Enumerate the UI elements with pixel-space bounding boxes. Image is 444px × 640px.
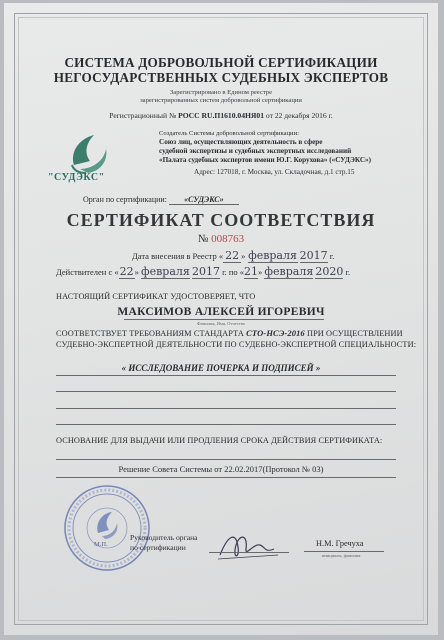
year-suffix: г. (345, 267, 351, 277)
signer-caption: инициалы, фамилия (322, 553, 361, 558)
basis-line-2 (56, 477, 396, 478)
signature-line (209, 552, 289, 553)
creator-line-2: судебной экспертизы и судебных экспертных исследований (159, 147, 352, 155)
quote-close: » (241, 251, 246, 261)
decision-text: Решение Совета Системы от 22.02.2017(Протокол № 03) (118, 464, 324, 474)
head-label-2: по сертификации (130, 543, 186, 552)
creator-label: Создатель Системы добровольной сертификации: (159, 130, 299, 137)
signer-line (304, 551, 384, 552)
quote-close: » (134, 267, 139, 277)
stamp-icon (62, 483, 152, 573)
number-prefix: № (197, 233, 209, 245)
valid-from-label: Действителен с « (56, 267, 119, 277)
signature-icon (214, 525, 284, 565)
certificate-title: СЕРТИФИКАТ СООТВЕТСТВИЯ (66, 210, 376, 230)
header-line-1: СИСТЕМА ДОБРОВОЛЬНОЙ СЕРТИФИКАЦИИ (64, 55, 378, 70)
specialty-line-2 (56, 391, 396, 392)
to-year: 2020 (315, 265, 344, 278)
valid-month: февраля (140, 265, 190, 278)
registered-line-2: зарегистрированных систем добровольной сертификации (140, 97, 302, 104)
registered-line-1: Зарегистрировано в Едином реестре (169, 89, 273, 96)
reg-date: от 22 декабря 2016 г. (265, 111, 333, 120)
organ-value: «СУДЭКС» (169, 195, 239, 205)
conforms-text-2: ПРИ ОСУЩЕСТВЛЕНИИ (306, 329, 403, 338)
organ-label: Орган по сертификации: (83, 195, 167, 204)
official-stamp (62, 483, 152, 573)
registry-date-line (132, 249, 334, 263)
certificate-page (4, 3, 438, 635)
creator-line-1: Союз лиц, осуществляющих деятельность в сфере (159, 138, 323, 146)
specialty-line-3 (56, 408, 396, 409)
name-caption: Фамилия, Имя, Отчество (196, 321, 246, 326)
name-underline (124, 319, 324, 320)
to-month: февраля (264, 265, 314, 278)
quote-close: » (258, 267, 263, 277)
stamp-mp: М.П. (94, 541, 108, 548)
specialty: « ИССЛЕДОВАНИЕ ПОЧЕРКА И ПОДПИСЕЙ » (121, 363, 321, 373)
basis-line-1 (56, 459, 396, 460)
reg-number-label: Регистрационный № (109, 111, 177, 120)
head-label-1: Руководитель органа (130, 533, 198, 542)
valid-day: 22 (119, 265, 134, 278)
creator-address: Адрес: 127018, г. Москва, ул. Складочная, д.1 стр.15 (194, 168, 355, 176)
number-value: 008763 (211, 233, 245, 245)
signer-name: Н.М. Гречуха (316, 539, 364, 548)
specialty-line-1 (56, 375, 396, 376)
header-line-2: НЕГОСУДАРСТВЕННЫХ СУДЕБНЫХ ЭКСПЕРТОВ (53, 70, 389, 85)
conforms-line-1 (56, 328, 403, 338)
conforms-line-2: СУДЕБНО-ЭКСПЕРТНОЙ ДЕЯТЕЛЬНОСТИ ПО СУДЕБНО-ЭКСПЕРТНОЙ СПЕЦИАЛЬНОСТИ: (56, 340, 417, 349)
reg-number: РОСС RU.П1610.04НЯ01 (178, 111, 264, 120)
year-suffix: г. (222, 267, 227, 277)
to-day: 21 (244, 265, 259, 278)
valid-year: 2017 (191, 265, 220, 278)
registration-line (4, 111, 438, 120)
validity-line (56, 265, 350, 279)
year-suffix: г. (329, 251, 335, 261)
certificate-number (4, 233, 438, 245)
registry-label: Дата внесения в Реестр « (132, 251, 224, 261)
certifies-text: НАСТОЯЩИЙ СЕРТИФИКАТ УДОСТОВЕРЯЕТ, ЧТО (56, 292, 256, 301)
basis-text: ОСНОВАНИЕ ДЛЯ ВЫДАЧИ ИЛИ ПРОДЛЕНИЯ СРОКА ДЕЙСТВИЯ СЕРТИФИКАТА: (56, 436, 383, 445)
logo-text: "СУДЭКС" (48, 172, 105, 183)
person-name: МАКСИМОВ АЛЕКСЕЙ ИГОРЕВИЧ (117, 306, 325, 318)
registry-day: 22 (225, 249, 240, 262)
creator-line-3: «Палата судебных экспертов имени Ю.Г. Корухова» («СУДЭКС») (159, 156, 372, 164)
conforms-text-1: СООТВЕТСТВУЕТ ТРЕБОВАНИЯМ СТАНДАРТА (56, 329, 244, 338)
registry-month: февраля (248, 249, 297, 262)
organ-line (83, 195, 239, 205)
registry-year: 2017 (299, 249, 328, 262)
sudex-logo (44, 125, 134, 187)
specialty-line-4 (56, 424, 396, 425)
signature (214, 525, 284, 565)
valid-to-label: по « (228, 267, 245, 277)
standard-code: СТО-НСЭ-2016 (246, 328, 305, 338)
